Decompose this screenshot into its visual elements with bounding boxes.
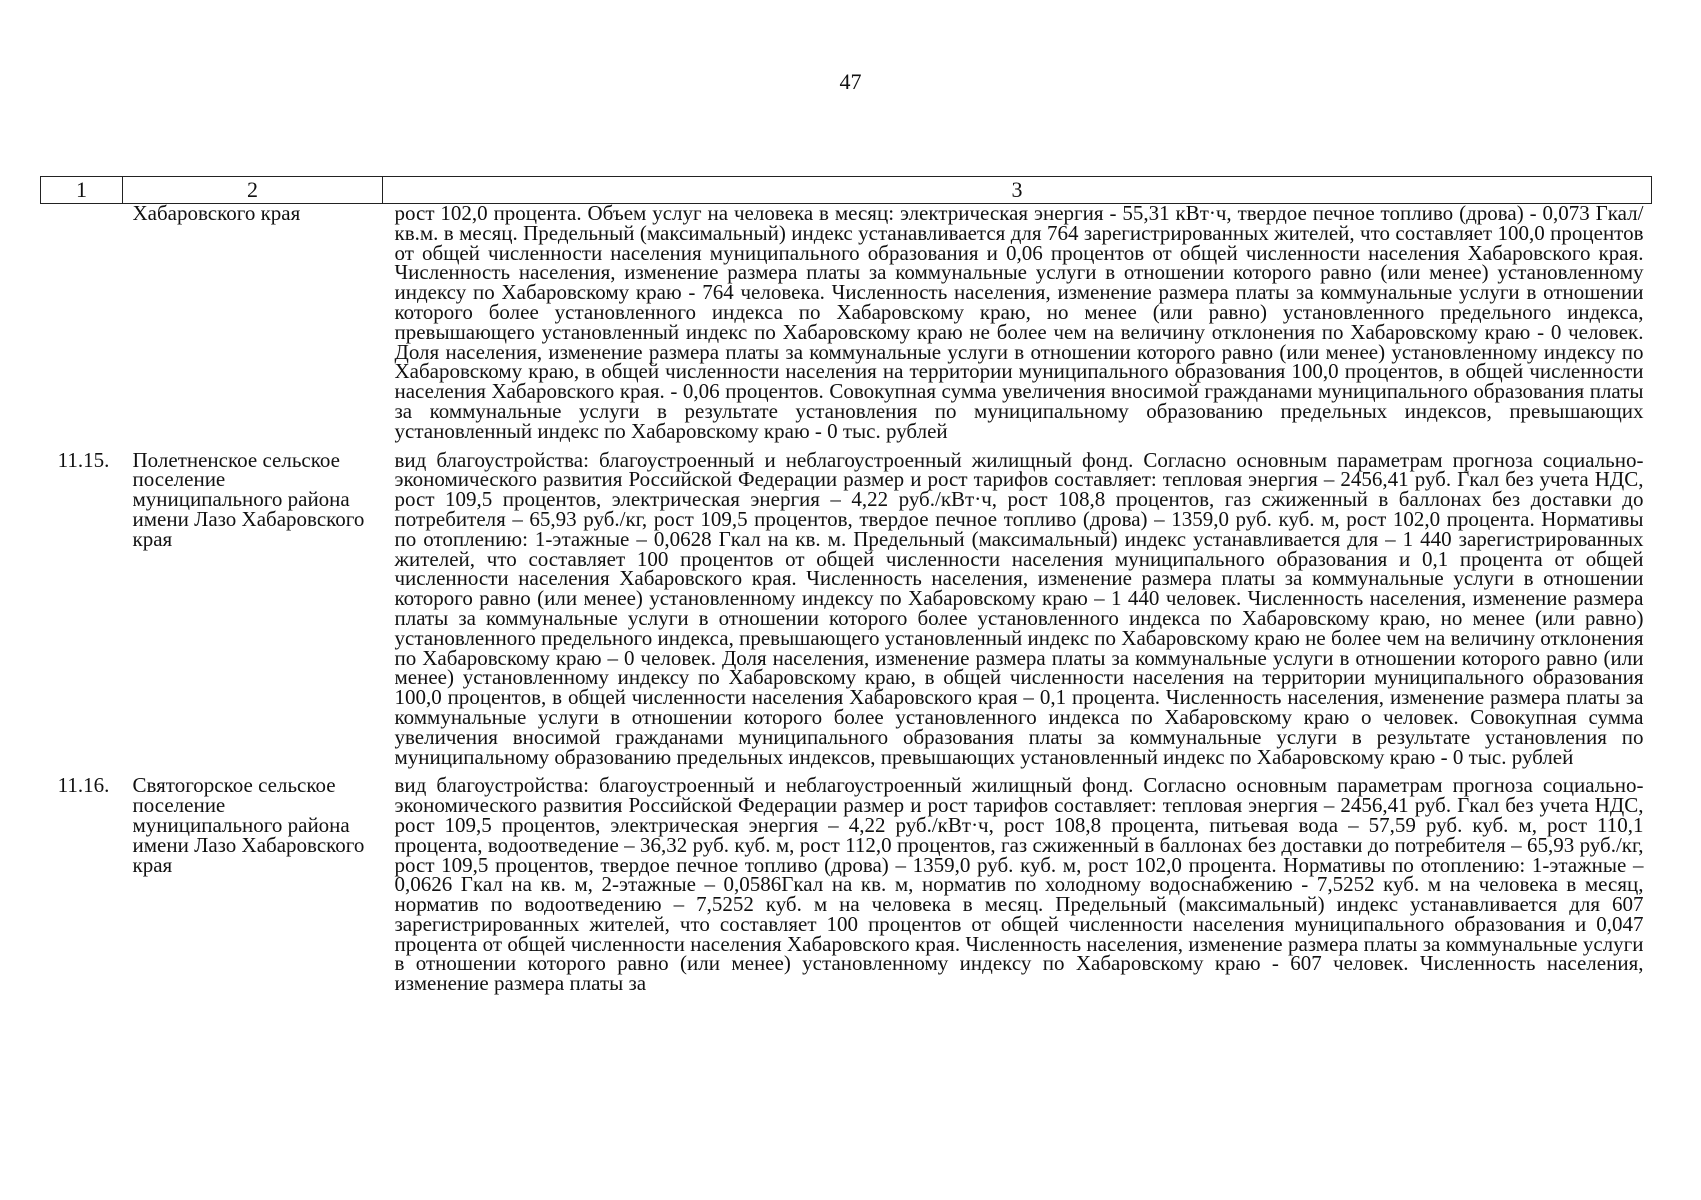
table-row <box>41 776 1652 994</box>
column-header-1: 1 <box>41 177 123 204</box>
municipality-name: Хабаровского края <box>132 201 301 225</box>
table-row <box>41 204 1652 451</box>
row-number: 11.15. <box>57 447 110 472</box>
data-table <box>40 176 1652 994</box>
column-header-2: 2 <box>123 177 383 204</box>
row-number <box>41 204 123 451</box>
row-description: вид благоустройства: благоустроенный и неблагоустроенный жилищный фонд. Согласно основным параметрам прогноза социально-экономического развития Российской Федерации размер и рост тарифов составляет: тепловая энергия – 2456,41 руб. Гкал без учета НДС, рост 109,5 процентов, электрическая энергия – 4,22 руб./кВт·ч, рост 108,8 процентов, газ сжиженный в баллонах без доставки до потребителя – 65,93 руб./кг, рост 109,5 процентов, твердое печное топливо (дрова) – 1359,0 руб. куб. м, рост 102,0 процента. Нормативы по отоплению: 1-этажные – 0,0628 Гкал на кв. м. Предельный (максимальный) индекс устанавливается для – 1 440 зарегистрированных жителей, что составляет 100 процентов от общей численности населения муниципального образования и 0,1 процента от общей численности населения Хабаровского края. Численность населения, изменение размера платы за коммунальные услуги в отношении которого равно (или менее) установленному индексу по Хабаровскому краю – 1 440 человек. Численность населения, изменение размера платы за коммунальные услуги в отношении которого более установленного индекса по Хабаровскому краю, но менее (или равно) установленного предельного индекса, превышающего установленный индекс по Хабаровскому краю не более чем на величину отклонения по Хабаровскому краю – 0 человек. Доля населения, изменение размера платы за коммунальные услуги в отношении которого равно (или менее) установленному индексу по Хабаровскому краю, в общей численности населения на территории муниципального образования 100,0 процентов, в общей численности населения Хабаровского края – 0,1 процента. Численность населения, изменение размера платы за коммунальные услуги в отношении которого более установленного индекса по Хабаровскому краю о человек. Совокупная сумма увеличения вносимой гражданами муниципального образования платы за коммунальные услуги в результате установления по муниципальному образованию предельных индексов, превышающих установленный индекс по Хабаровскому краю - 0 тыс. рублей <box>394 447 1644 769</box>
row-description: рост 102,0 процента. Объем услуг на человека в месяц: электрическая энергия - 55,31 кВт·ч, твердое печное топливо (дрова) - 0,073 Гкал/кв.м. в месяц. Предельный (максимальный) индекс устанавливается для 764 зарегистрированных жителей, что составляет 100,0 процентов от общей численности населения муниципального образования и 0,06 процентов от общей численности населения Хабаровского края. Численность населения, изменение размера платы за коммунальные услуги в отношении которого равно (или менее) установленному индексу по Хабаровскому краю - 764 человека. Численность населения, изменение размера платы за коммунальные услуги в отношении которого более установленного индекса по Хабаровскому краю, но менее (или равно) установленного предельного индекса, превышающего установленный индекс по Хабаровскому краю не более чем на величину отклонения по Хабаровскому краю - 0 человек. Доля населения, изменение размера платы за коммунальные услуги в отношении которого равно (или менее) установленному индексу по Хабаровскому краю, в общей численности населения на территории муниципального образования 100,0 процентов, в общей численности населения Хабаровского края. - 0,06 процентов. Совокупная сумма увеличения вносимой гражданами муниципального образования платы за коммунальные услуги в результате установления по муниципальному образованию предельных индексов, превышающих установленный индекс по Хабаровскому краю - 0 тыс. рублей <box>394 201 1644 443</box>
table-row <box>41 451 1652 777</box>
municipality-name: Святогорское сельское поселение муниципального района имени Лазо Хабаровского края <box>132 773 365 877</box>
page-number: 47 <box>839 69 862 94</box>
row-number: 11.16. <box>57 773 110 798</box>
table-header-row <box>41 177 1652 204</box>
column-header-3: 3 <box>383 177 1652 204</box>
municipality-name: Полетненское сельское поселение муниципального района имени Лазо Хабаровского края <box>132 447 365 551</box>
row-description: вид благоустройства: благоустроенный и неблагоустроенный жилищный фонд. Согласно основным параметрам прогноза социально-экономического развития Российской Федерации размер и рост тарифов составляет: тепловая энергия – 2456,41 руб. Гкал без учета НДС, рост 109,5 процентов, электрическая энергия – 4,22 руб./кВт·ч, рост 108,8 процента, питьевая вода – 57,59 руб. куб. м, рост 110,1 процента, водоотведение – 36,32 руб. куб. м, рост 112,0 процентов, газ сжиженный в баллонах без доставки до потребителя – 65,93 руб./кг, рост 109,5 процентов, твердое печное топливо (дрова) – 1359,0 руб. куб. м, рост 102,0 процента. Нормативы по отоплению: 1-этажные – 0,0626 Гкал на кв. м, 2-этажные – 0,0586Гкал на кв. м, норматив по холодному водоснабжению - 7,5252 куб. м на человека в месяц, норматив по водоотведению – 7,5252 куб. м на человека в месяц. Предельный (максимальный) индекс устанавливается для 607 зарегистрированных жителей, что составляет 100 процентов от общей численности населения муниципального образования и 0,047 процента от общей численности населения Хабаровского края. Численность населения, изменение размера платы за коммунальные услуги в отношении которого равно (или менее) установленному индексу по Хабаровскому краю - 607 человек. Численность населения, изменение размера платы за <box>394 773 1644 996</box>
